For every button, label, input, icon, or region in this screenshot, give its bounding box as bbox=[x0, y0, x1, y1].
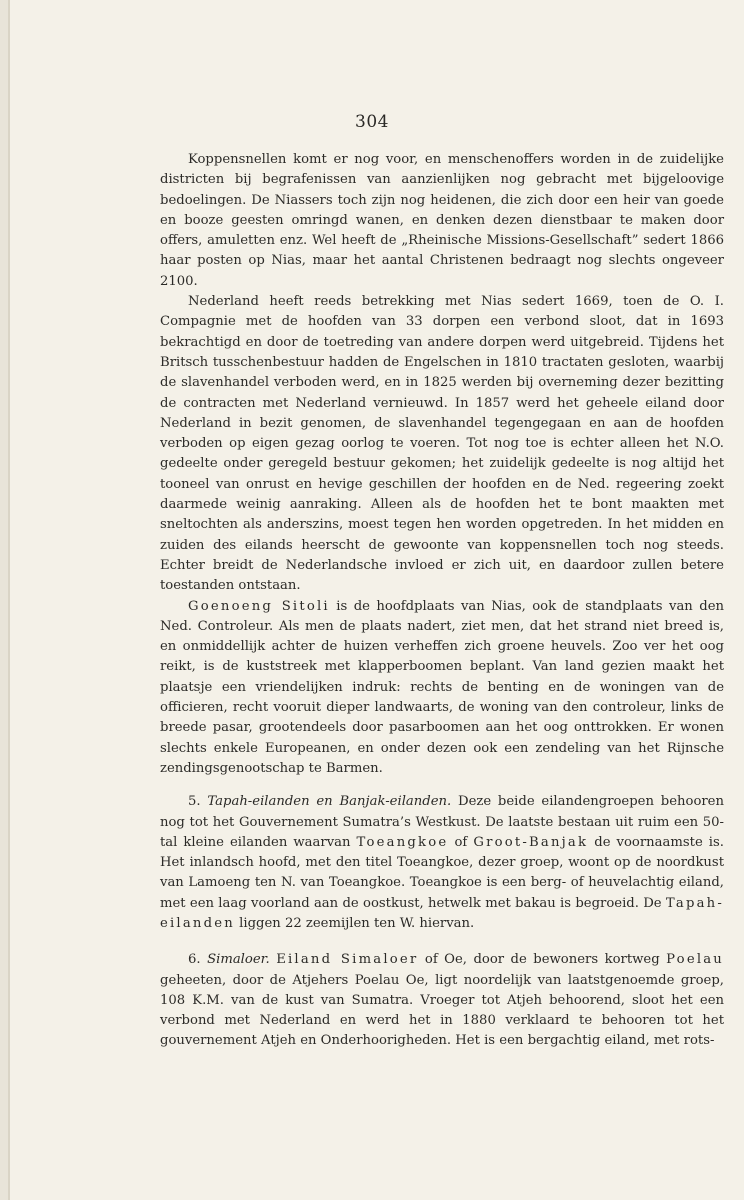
section-title-simaloer: Simaloer. bbox=[207, 952, 270, 968]
place-name-goenoeng-sitoli: Goenoeng Sitoli bbox=[188, 598, 330, 614]
paragraph-tapah-text-a: Deze beide eilandengroepen behooren nog tot het Gouvernement Sumatra’s Westkust. De laatste bestaan uit ruim een 50-tal kleine eilanden waarvan bbox=[160, 794, 724, 850]
paragraph-tapah-text-c: de voornaamste is. Het inlandsch hoofd, met den titel Toeangkoe, dezer groep, woont op de noordkust van Lamoeng ten N. van Toeangkoe. Toeangkoe is een berg- of heuvelachtig eiland, met een laag voorland aan de oostkust, hetwelk met bakau is begroeid. De bbox=[160, 834, 724, 911]
paragraph-nederland-nias: Nederland heeft reeds betrekking met Nias sedert 1669, toen de O. I. Compagnie met de hoofden van 33 dorpen een verbond sloot, dat in 1693 bekrachtigd en door de toetreding van andere dorpen werd uitgebreid. Tijdens het Britsch tusschenbestuur hadden de Engelschen in 1810 tractaten gesloten, waarbij de slavenhandel verboden werd, en in 1825 werden bij overneming dezer bezitting de contracten met Nederland vernieuwd. In 1857 werd het geheele eiland door Nederland in bezit genomen, de slavenhandel tegengegaan en aan de hoofden verboden op eigen gezag oorlog te voeren. Tot nog toe is echter alleen het N.O. gedeelte onder geregeld bestuur gekomen; het zuidelijk gedeelte is nog altijd het tooneel van onrust en hevige geschillen der hoofden en de Ned. regeering zoekt daarmede weinig aanraking. Alleen als de hoofden het te bont maakten met sneltochten als anderszins, moest tegen hen worden opgetreden. In het midden en zuiden des eilands heerscht de gewoonte van koppensnellen toch nog steeds. Echter breidt de Nederlandsche invloed er zich uit, en daardoor zullen betere toestanden ontstaan. bbox=[160, 294, 724, 594]
paragraph-simaloer bbox=[160, 950, 724, 1051]
page-edge bbox=[8, 0, 10, 1200]
paragraph-goenoeng-sitoli bbox=[160, 597, 724, 780]
section-number-5: 5. bbox=[188, 794, 208, 810]
page-gutter-shadow bbox=[0, 0, 8, 1200]
paragraph-goenoeng-sitoli-text: is de hoofdplaats van Nias, ook de standplaats van den Ned. Controleur. Als men de plaats nadert, ziet men, dat het strand niet breed is, en onmiddellijk achter de huizen verheffen zich groene heuvels. Zoo ver het oog reikt, is de kuststreek met klapperboomen beplant. Van land gezien maakt het plaatsje een vriendelijken indruk: rechts de benting en de woningen van de officieren, recht vooruit dieper landwaarts, de woning van den controleur, links de breede pasar, grootendeels door pasarboomen aan het oog onttrokken. Er wonen slechts enkele Europeanen, en onder dezen ook een zendeling van het Rijnsche zendingsgenootschap te Barmen. bbox=[160, 598, 724, 776]
paragraph-tapah-text-b: of bbox=[448, 834, 474, 850]
place-name-eiland-simaloer: Eiland Simaloer bbox=[276, 952, 419, 968]
place-name-toeangkoe: Toeangkoe bbox=[356, 834, 449, 850]
paragraph-tapah-text-d: liggen 22 zeemijlen ten W. hiervan. bbox=[234, 915, 475, 931]
place-name-groot-banjak: Groot-Banjak bbox=[473, 834, 589, 850]
page-number: 304 bbox=[355, 112, 389, 132]
paragraph-simaloer-text-a: of Oe, door de bewoners kortweg bbox=[418, 952, 667, 968]
place-name-poelau: Poelau bbox=[666, 952, 724, 968]
section-title-tapah-banjak: Tapah-eilanden en Banjak-eilanden. bbox=[207, 794, 452, 810]
body-text bbox=[160, 150, 724, 1052]
place-name-tapah-eilanden: Tapah-eilanden bbox=[160, 895, 724, 931]
paragraph-koppensnellen: Koppensnellen komt er nog voor, en menschenoffers worden in de zuidelijke districten bij begrafenissen van aanzienlijken nog gebracht met bijgeloovige bedoelingen. De Niassers toch zijn nog heidenen, die zich door een heir van goede en booze geesten omringd wanen, en denken dezen dienstbaar te maken door offers, amuletten enz. Wel heeft de „Rheinische Missions-Gesellschaft” sedert 1866 haar posten op Nias, maar het aantal Christenen bedraagt nog slechts ongeveer 2100. bbox=[160, 152, 724, 289]
paragraph-simaloer-text-b: geheeten, door de Atjehers Poelau Oe, ligt noordelijk van laatstgenoemde groep, 108 K.M. van de kust van Sumatra. Vroeger tot Atjeh behoorend, sloot het een verbond met Nederland en werd het in 1880 verklaard te behooren tot het gouvernement Atjeh en Onderhoorigheden. Het is een bergachtig eiland, met rots- bbox=[160, 972, 724, 1049]
section-number-6: 6. bbox=[188, 952, 208, 968]
paragraph-tapah-banjak bbox=[160, 792, 724, 934]
